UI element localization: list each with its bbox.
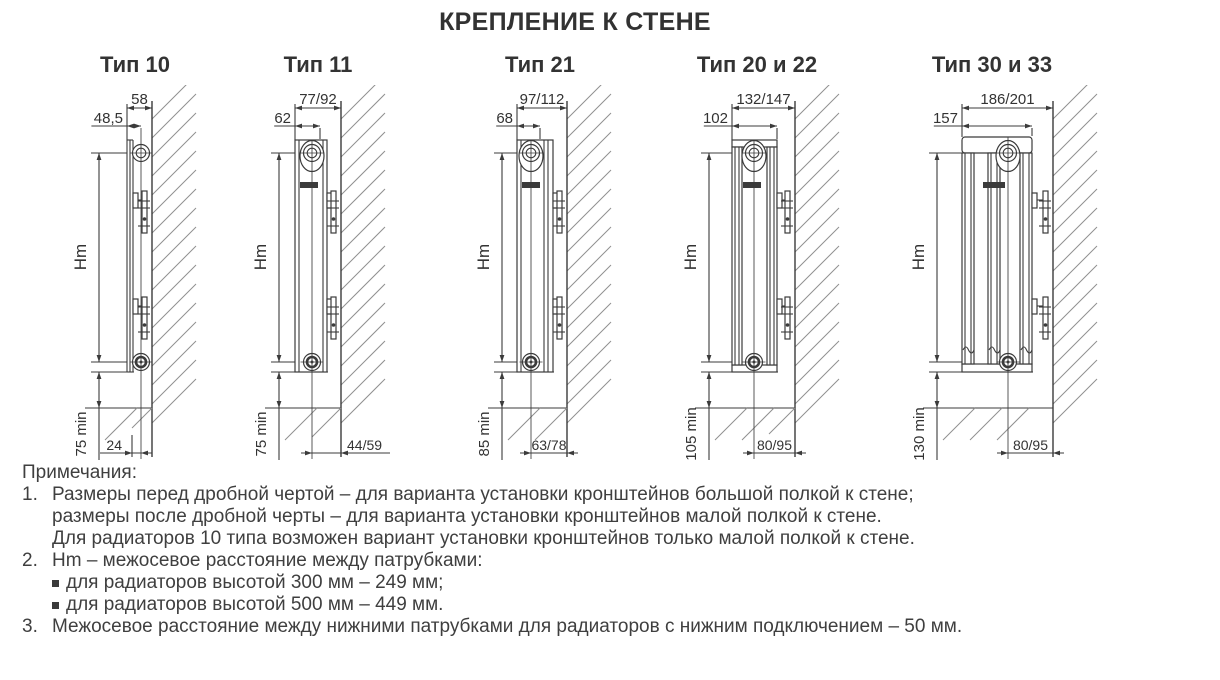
note-number: 2. [22,550,38,571]
dimension-axial-distance: Hm [909,243,928,271]
dimension-axial-distance: Hm [251,243,270,271]
note-number: 1. [22,484,38,505]
figure-title: Тип 30 и 33 [931,52,1053,77]
wall-bracket [327,191,339,233]
radiator-body [962,137,1032,372]
bullet-square-icon [52,602,59,609]
wall-bracket [133,191,150,233]
wall-bracket [777,191,793,233]
note-line: Hm – межосевое расстояние между патрубками: [52,550,483,571]
brand-label-bar [983,182,1005,188]
radiator-mounting-diagram [672,85,867,470]
dimension-depth-total: 97/112 [519,91,565,108]
dimension-floor-clearance: 75 min [253,411,270,457]
note-bullet-line [52,594,483,616]
floor-section [695,408,795,440]
radiator-body [517,140,553,372]
dimension-depth-total: 132/147 [736,91,791,108]
notes-list [22,484,1207,638]
dimension-depth-bracket: 157 [932,110,958,127]
dimension-axial-distance: Hm [71,243,90,271]
note-number: 3. [22,616,38,637]
radiator-figure [460,48,635,473]
wall-bracket [553,297,565,339]
dimension-floor-clearance: 130 min [911,407,928,461]
floor-section [923,408,1053,440]
wall-bracket [327,297,339,339]
wall-section [567,85,611,457]
note-line: Для радиаторов 10 типа возможен вариант установки кронштейнов только малой полкой к стене. [52,528,915,549]
note-item [22,550,1207,616]
note-body [52,616,962,638]
radiator-figure [672,48,867,473]
floor-section [265,408,341,440]
radiator-body [295,140,327,372]
radiator-figure [60,48,205,473]
wall-section [341,85,385,457]
note-body [52,484,915,550]
note-line: Размеры перед дробной чертой – для варианта установки кронштейнов большой полкой к стене; [52,484,914,505]
brand-label-bar [743,182,761,188]
radiator-mounting-diagram [460,85,635,470]
radiator-mounting-diagram [60,85,205,470]
note-line: Межосевое расстояние между нижними патрубками для радиаторов с нижним подключением – 50 мм. [52,616,963,637]
wall-bracket [133,297,150,339]
figure-title: Тип 21 [505,52,575,77]
figure-title: Тип 10 [100,52,170,77]
note-bullet-line [52,572,483,594]
note-line: размеры после дробной черты – для варианта установки кронштейнов малой полкой к стене. [52,506,882,527]
wall-bracket [1032,297,1051,339]
dimension-depth-bracket: 48,5 [93,110,123,127]
wall-section [795,85,839,457]
floor-section [488,408,567,440]
wall-bracket [777,297,793,339]
notes-heading: Примечания: [22,462,137,483]
wall-bracket [553,191,565,233]
wall-section [152,85,196,457]
dimension-floor-clearance: 85 min [476,411,493,457]
page-title: КРЕПЛЕНИЕ К СТЕНЕ [439,8,711,36]
wall-bracket [1032,191,1051,233]
dimension-depth-total: 58 [131,91,148,108]
floor-section [85,408,152,440]
radiator-body [127,140,133,372]
dimension-depth-bracket: 102 [702,110,728,127]
dimension-bottom-offset: 80/95 [1012,437,1049,453]
dimension-floor-clearance: 105 min [683,407,700,461]
note-body [52,550,483,616]
dimension-axial-distance: Hm [681,243,700,271]
radiator-figure [900,48,1115,473]
dimension-bottom-offset: 63/78 [531,437,567,453]
dimension-floor-clearance: 75 min [73,411,90,457]
figure-title: Тип 11 [283,52,353,77]
radiator-mounting-diagram [900,85,1115,470]
dimension-axial-distance: Hm [474,243,493,271]
radiator-body [732,140,777,372]
notes-section [22,462,1207,638]
dimension-depth-total: 186/201 [980,91,1035,108]
radiator-mounting-diagram [240,85,405,470]
dimension-bottom-offset: 80/95 [756,437,793,453]
dimension-depth-bracket: 68 [496,110,513,127]
dimension-depth-total: 77/92 [299,91,337,108]
radiator-figure [240,48,405,473]
dimension-depth-bracket: 62 [274,110,291,127]
wall-section [1053,85,1097,457]
dimension-bottom-offset: 24 [106,437,122,453]
dimension-bottom-offset: 44/59 [347,437,383,453]
note-line: для радиаторов высотой 500 мм – 449 мм. [66,594,444,615]
note-item [22,484,1207,550]
bullet-square-icon [52,580,59,587]
figure-title: Тип 20 и 22 [696,52,818,77]
note-item [22,616,1207,638]
brand-label-bar [300,182,318,188]
note-line: для радиаторов высотой 300 мм – 249 мм; [66,572,444,593]
